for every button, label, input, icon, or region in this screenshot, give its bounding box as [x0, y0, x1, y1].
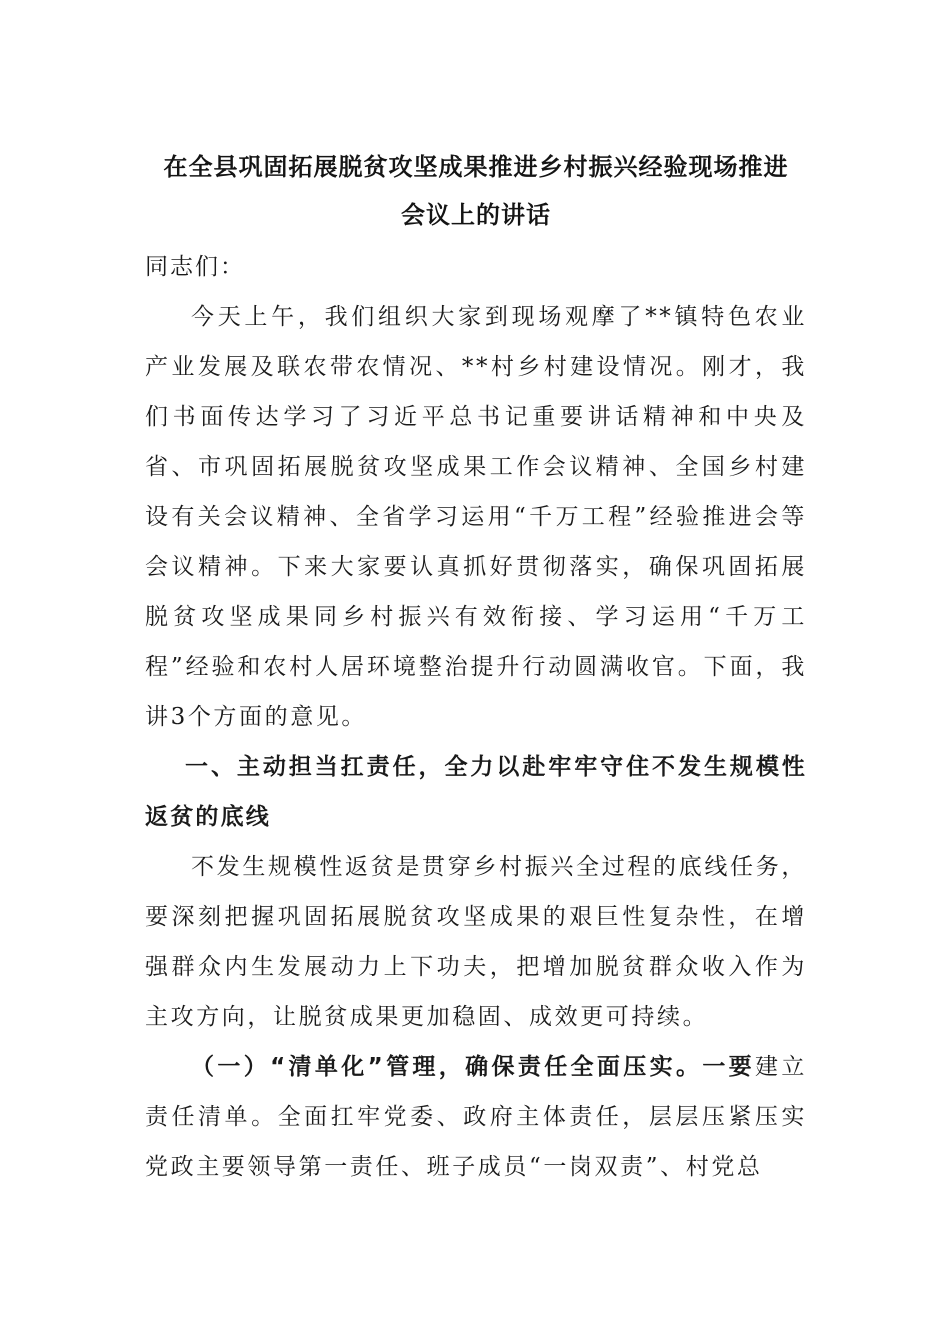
- subsection-lead: （一）“清单化”管理，确保责任全面压实。一要: [191, 1054, 756, 1080]
- paragraph-intro: 今天上午，我们组织大家到现场观摩了**镇特色农业产业发展及联农带农情况、**村乡村建设情况。刚才，我们书面传达学习了习近平总书记重要讲话精神和中央及省、市巩固拓展脱贫攻坚成果工作会议精神、全国乡村建设有关会议精神、全省学习运用“千万工程”经验推进会等会议精神。下来大家要认真抓好贯彻落实，确保巩固拓展脱贫攻坚成果同乡村振兴有效衔接、学习运用“千万工程”经验和农村人居环境整治提升行动圆满收官。下面，我讲3个方面的意见。: [145, 304, 807, 730]
- subsection-text: 建立责任清单。全面扛牢党委、政府主体责任，层层压紧压实党政主要领导第一责任、班子成员“一岗双责”、村党总: [145, 1054, 808, 1180]
- paragraph-subsection-1: [145, 1042, 807, 1192]
- section-heading-1: 一、主动担当扛责任，全力以赴牢牢守住不发生规模性返贫的底线: [145, 754, 807, 830]
- document-title: [145, 143, 807, 239]
- title-line-2: 会议上的讲话: [401, 201, 551, 229]
- title-line-1: 在全县巩固拓展脱贫攻坚成果推进乡村振兴经验现场推进: [163, 153, 789, 181]
- paragraph-section-1: 不发生规模性返贫是贯穿乡村振兴全过程的底线任务，要深刻把握巩固拓展脱贫攻坚成果的艰巨性复杂性，在增强群众内生发展动力上下功夫，把增加脱贫群众收入作为主攻方向，让脱贫成果更加稳固、成效更可持续。: [145, 854, 807, 1030]
- salutation: 同志们：: [145, 254, 245, 280]
- document-body: [145, 143, 807, 1192]
